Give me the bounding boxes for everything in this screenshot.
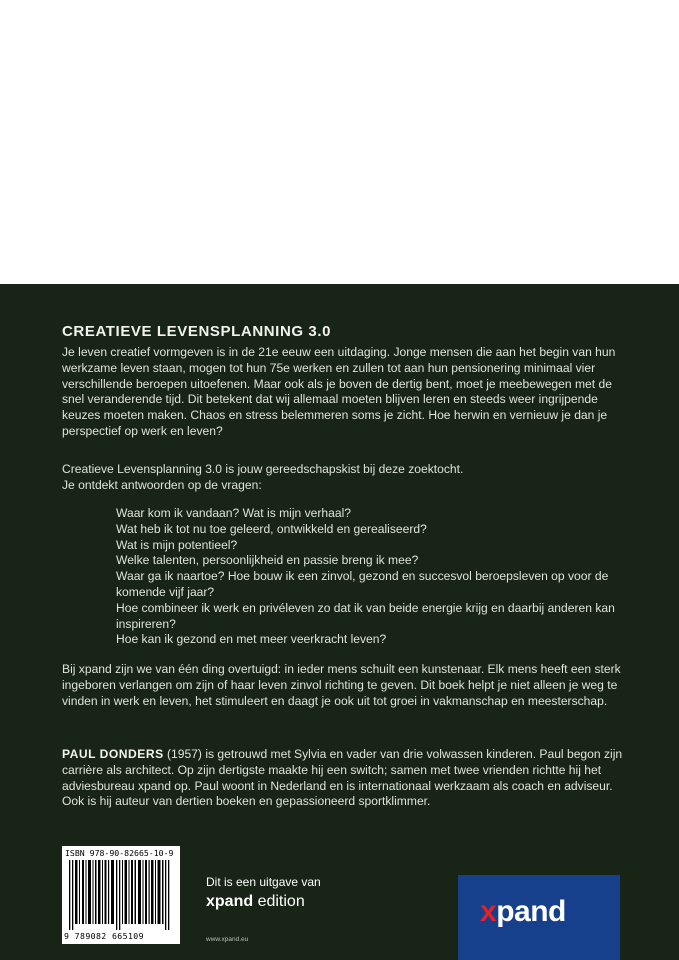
author-name: PAUL DONDERS [62, 747, 164, 761]
question-item: Wat is mijn potentieel? [116, 537, 238, 552]
question-item: Waar kom ik vandaan? Wat is mijn verhaal? [116, 506, 352, 520]
website-url: www.xpand.eu [206, 936, 249, 943]
toolbox-line-1: Creatieve Levensplanning 3.0 is jouw gereedschapskist bij deze zoektocht. [62, 462, 464, 476]
intro-paragraph: Je leven creatief vormgeven is in de 21e eeuw een uitdaging. Jonge mensen die aan het begin van hun werkzame leven staan, mogen tot hun 75e werken en zullen tot aan hun pensionering minimaal vier verschillende beroepen uitoefenen. Maar ook als je boven de dertig bent, moet je meebewegen met de snel veranderende tijd. Dit betekent dat wij allemaal moeten blijven leren en steeds weer ingrijpende keuzes moeten maken. Chaos en stress belemmeren soms je zicht. Hoe herwin en vernieuw je dan je perspectief op werk en leven? [62, 345, 616, 438]
question-item: Hoe combineer ik werk en privéleven zo dat ik van beide energie krijg en daarbij anderen kan inspireren? [116, 600, 615, 631]
book-title: CREATIEVE LEVENSPLANNING 3.0 [62, 323, 332, 340]
publisher-block [206, 875, 321, 911]
publisher-brand-rest: edition [253, 893, 305, 910]
question-list [116, 506, 616, 648]
question-item: Waar ga ik naartoe? Hoe bouw ik een zinvol, gezond en succesvol beroepsleven op voor de komende vijf jaar? [116, 569, 609, 599]
toolbox-line-2: Je ontdekt antwoorden op de vragen: [62, 477, 262, 492]
barcode-number: 9 789082 665109 [64, 931, 144, 941]
publisher-brand-bold: xpand [206, 893, 254, 910]
barcode-icon [66, 860, 176, 930]
publisher-intro: Dit is een uitgave van [206, 875, 321, 889]
book-back-cover [0, 284, 679, 960]
top-blank-area [0, 0, 679, 284]
author-bio [62, 747, 627, 810]
logo-wordmark [480, 895, 566, 929]
isbn-label: ISBN 978-90-82665-10-9 [65, 848, 174, 858]
toolbox-paragraph [62, 462, 627, 494]
publisher-name [206, 893, 321, 911]
logo-rest: pand [496, 895, 566, 928]
question-item: Welke talenten, persoonlijkheid en passie breng ik mee? [116, 553, 419, 568]
question-item: Wat heb ik tot nu toe geleerd, ontwikkeld en gerealiseerd? [116, 521, 427, 536]
author-bio-text: (1957) is getrouwd met Sylvia en vader van drie volwassen kinderen. Paul begon zijn carrière als architect. Op zijn dertigste maakte hij een switch; samen met twee vrienden richtte hij het adviesbureau xpand op. Paul woont in Nederland en is internationaal werkzaam als coach en adviseur. Ook is hij auteur van dertien boeken en gepassioneerd sportklimmer. [62, 747, 623, 809]
question-item: Hoe kan ik gezond en met meer veerkracht leven? [116, 632, 387, 647]
logo-x: x [480, 895, 497, 928]
xpand-logo [458, 875, 620, 960]
isbn-barcode [62, 846, 180, 944]
xpand-paragraph: Bij xpand zijn we van één ding overtuigd: in ieder mens schuilt een kunstenaar. Elk mens heeft een sterk ingeboren verlangen om zijn of haar leven zinvol richting te geven. Dit boek helpt je niet alleen je weg te vinden in werk en leven, het stimuleert en daagt je ook uit tot groei in vakmanschap en meesterschap. [62, 662, 621, 708]
